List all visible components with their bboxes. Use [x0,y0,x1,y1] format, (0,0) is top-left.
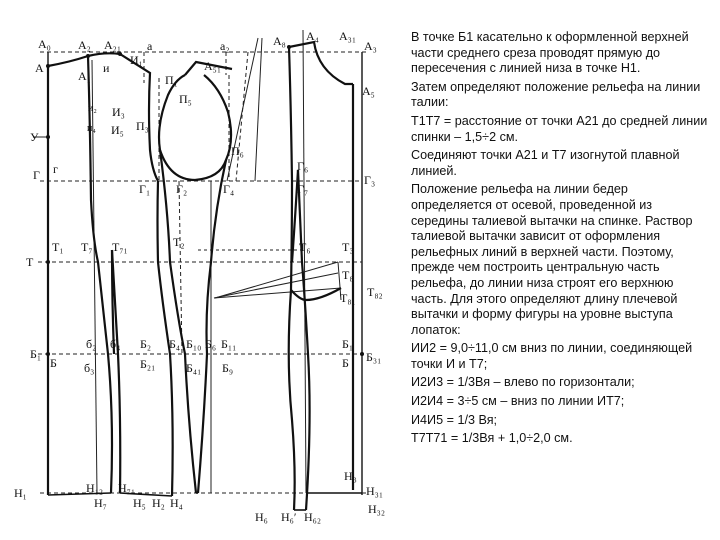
label-T71: Т₇₁ [112,240,128,254]
paragraph-1: В точке Б1 касательно к оформленной верхней части среднего среза проводят прямую до пересечения с линией низа в точке Н1. [411,30,689,76]
label-A1: А₁ [78,69,91,83]
label-I5: И₅ [111,123,124,137]
construction-lines [33,30,366,495]
label-a: а [147,39,153,53]
label-T1: Т₁ [52,240,64,254]
label-P1: П₁ [165,73,178,87]
label-H12: Н₁₂ [86,481,104,495]
paragraph-3: Т1Т7 = расстояние от точки А21 до средней линии спинки – 1,5÷2 см. [411,113,708,144]
label-I1: И₁ [130,53,143,67]
label-T7: Т₇ [81,240,93,254]
label-b2: б₂ [86,337,97,351]
paragraph-7: И2И3 = 1/3Вя – влево по горизонтали; [411,375,635,390]
label-B4: Б₄ [169,337,181,351]
label-H6: Н₆ [255,510,268,524]
label-H2: Н₂ [152,496,165,510]
label-P6: П₆ [231,144,244,158]
paragraph-8: И2И4 = 3÷5 см – вниз по линии ИТ7; [411,394,625,409]
label-B9: Б₉ [222,361,234,375]
label-T: Т [26,255,34,269]
label-b3: б₃ [84,361,95,375]
paragraph-10: Т7Т71 = 1/3Вя + 1,0÷2,0 см. [411,431,573,446]
label-T8: Т₈ [342,268,354,282]
label-P3: П₃ [136,119,149,133]
label-B1-right: Б₁ [342,337,354,351]
label-A5: А₅ [362,84,375,98]
side-piece-outline [159,62,235,493]
label-A31: А₃₁ [339,29,357,43]
label-B: Б [50,356,57,370]
label-A51: А₅₁ [204,59,222,73]
label-B41: Б₄₁ [186,361,202,375]
back-piece-outline [48,53,173,496]
instruction-text [411,30,711,450]
label-H5: Н₅ [133,496,146,510]
label-T6: Т₆ [299,240,311,254]
label-P5: П₅ [179,92,192,106]
label-U: У [30,130,39,144]
label-G6: Г₆ [297,159,309,173]
paragraph-2: Затем определяют положение рельефа на линии талии: [411,79,701,110]
label-H71: Н₇₁ [118,481,136,495]
label-I3: И₃ [112,105,125,119]
paragraph-6: ИИ2 = 9,0÷11,0 см вниз по линии, соединяющей точки И и Т7; [411,341,693,371]
label-A4: А₄ [306,29,319,43]
label-T82: Т₈₂ [367,285,383,299]
label-a2: а₂ [220,39,230,53]
label-B10: Б₁₀ [186,337,202,351]
label-H3: Н₃ [344,469,357,483]
label-H32: Н₃₂ [368,502,386,516]
label-B1: Б₁ [30,347,42,361]
label-T3: Т₃ [342,240,354,254]
label-b4: б₄ [110,337,121,351]
label-A: А [35,61,44,75]
label-H6-prime: Н₆′ [281,510,297,524]
label-B21: Б₂₁ [140,357,156,371]
label-I2: и₂ [88,103,97,114]
label-G7: Г₇ [297,182,309,196]
label-A2: А₂ [78,38,91,52]
label-B6: Б₆ [205,337,217,351]
label-H31: Н₃₁ [366,484,384,498]
label-H62: Н₆₂ [304,510,322,524]
paragraph-5: Положение рельефа на линии бедер определяется от осевой, проведенной из середины талиевой вытачки на спинке. Раствор талиевой вытачки зависит от оформления рельефных линий в верхней части. Поэтому, прежде чем построить центральную часть рельефа, до линии низа строят его верхнюю часть. Для этого определяют длину плечевой вытачки и форму фигуры на уровне выступа лопаток: [411,182,693,337]
label-G4: Г₄ [223,182,235,196]
label-T2: Т₂ [173,235,185,249]
label-H1: Н₁ [14,486,27,500]
label-A21: А₂₁ [104,38,122,52]
label-A8: А₈ [273,34,286,48]
label-G2: Г₂ [176,182,188,196]
label-A3: А₃ [364,39,377,53]
paragraph-9: И4И5 = 1/3 Вя; [411,412,498,427]
label-B31: Б₃₁ [366,350,382,364]
label-H4: Н₄ [170,496,183,510]
label-T81: Т₈₁ [340,291,356,305]
label-G3: Г₃ [364,173,376,187]
label-I: и [103,61,110,75]
label-B2: Б₂ [140,337,152,351]
label-I4: и₄ [87,123,96,134]
label-H7: Н₇ [94,496,107,510]
label-g: г [53,162,58,176]
label-B-right: Б [342,356,349,370]
label-G: Г [33,168,40,182]
paragraph-4: Соединяют точки А21 и Т7 изогнутой плавной линией. [411,148,680,178]
label-B11: Б₁₁ [221,337,237,351]
label-A0: А₀ [38,37,51,51]
label-G1: Г₁ [139,182,151,196]
